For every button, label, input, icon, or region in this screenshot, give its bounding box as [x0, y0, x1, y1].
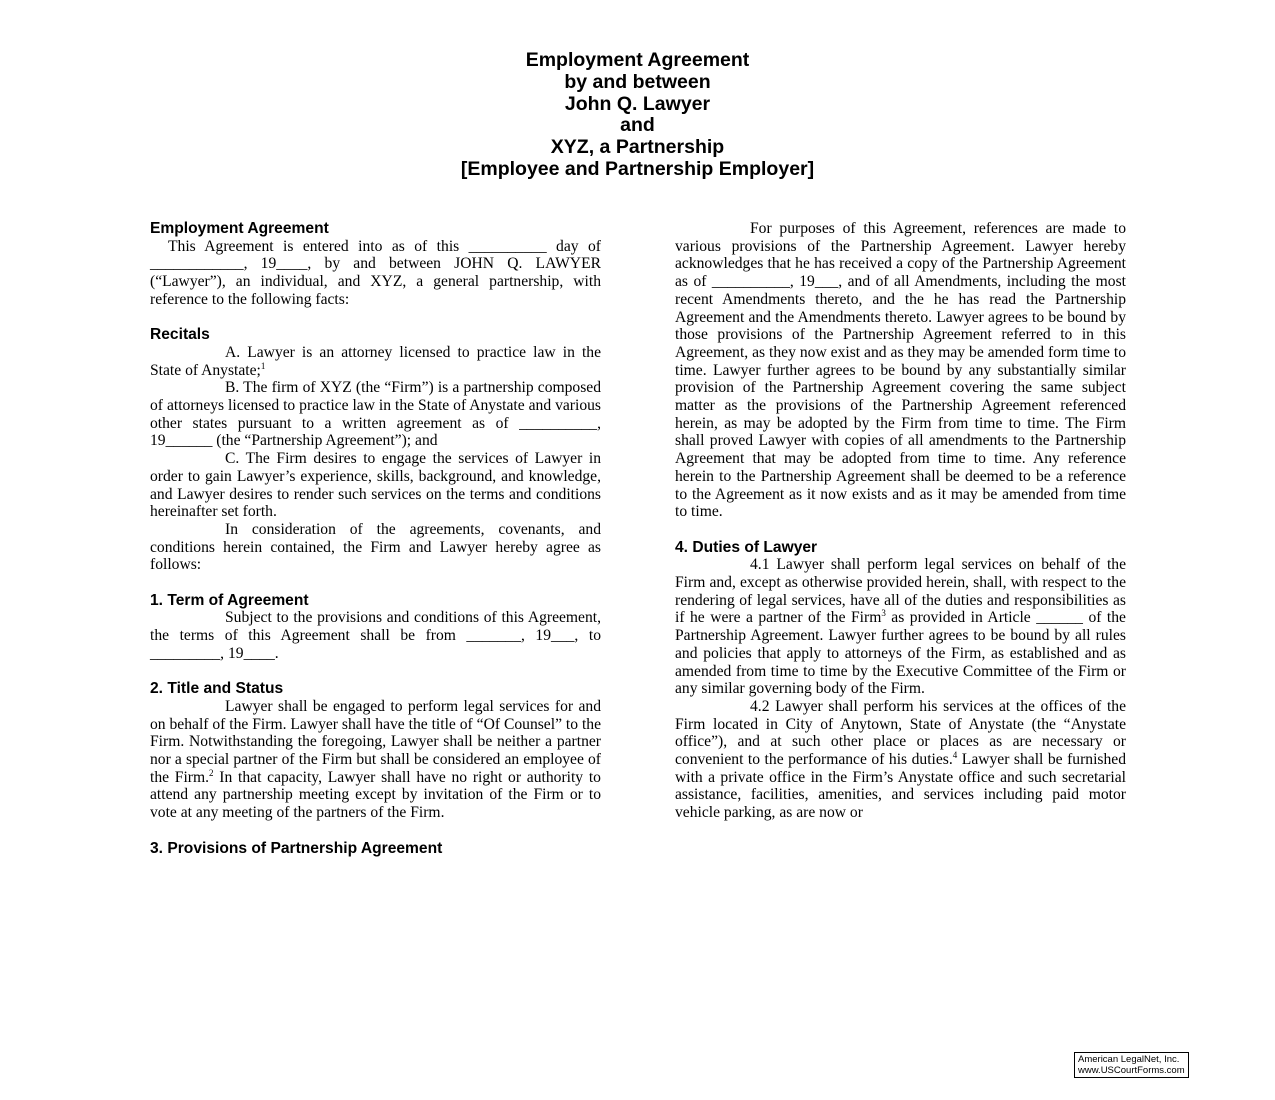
publisher-url[interactable]: www.USCourtForms.com: [1078, 1065, 1185, 1076]
footnote-ref[interactable]: 3: [881, 608, 886, 619]
footnote-ref[interactable]: 4: [952, 750, 958, 761]
title-line: John Q. Lawyer: [564, 92, 711, 115]
section-2-text: Lawyer shall be engaged to perform legal services for and on behalf of the Firm. Lawyer shall have the title of “Of Counsel” to the Firm. Notwithstanding the foregoing, Lawyer shall be neither a partner nor a special partner of the Firm but shall be considered an employee of the Firm.$^2$ In that capacity, Lawyer shall have no right or authority to attend any partnership meeting except by invitation of the Firm or to vote at any meeting of the partners of the Firm.: [150, 697, 601, 822]
document-title: [0, 50, 1275, 181]
section-1-heading: 1. Term of Agreement: [150, 591, 309, 609]
title-line: Employment Agreement: [525, 49, 750, 71]
recitals-heading: Recitals: [150, 326, 210, 344]
publisher-name: American LegalNet, Inc.: [1078, 1054, 1180, 1065]
section-3-text: For purposes of this Agreement, references are made to various provisions of the Partnership Agreement. Lawyer hereby acknowledges that he has received a copy of the Partnership Agreement as of __________, 19___, and of all Amendments, including the most recent Amendments thereto, and the he has read the Partnership Agreement and the Amendments thereto. Lawyer agrees to be bound by those provisions of the Partnership Agreement referred to in this Agreement, as they now exist and as they may be amended form time to time. Lawyer further agrees to be bound by any substantially similar provision of the Partnership Agreement covering the same subject matter as the provisions of the Partnership Agreement referenced herein, as may be adopted by the Firm from time to time. The Firm shall proved Lawyer with copies of all amendments to the Partnership Agreement that may be adopted from time to time. Any reference herein to the Partnership Agreement shall be deemed to be a reference to the Agreement as it now exists and as it may be amended from time to time.: [675, 220, 1126, 521]
section-4-1-text: 4.1 Lawyer shall perform legal services on behalf of the Firm and, except as otherwise provided herein, shall, with respect to the rendering of legal services, have all of the duties and responsibilities as if he were a partner of the Firm$^3$ as provided in Article ______ of the Partnership Agreement. Lawyer further agrees to be bound by all rules and policies that apply to attorneys of the Firm, as established and as amended from time to time by the Executive Committee of the Firm or any similar governing body of the Firm.: [675, 556, 1126, 698]
recital-b: B. The firm of XYZ (the “Firm”) is a partnership composed of attorneys licensed to practice law in the State of Anystate and various other states pursuant to a written agreement as of __________, 19______ (the “Partnership Agreement”); and: [150, 379, 601, 450]
publisher-stamp: [1074, 1052, 1189, 1078]
footnote-ref[interactable]: 2: [209, 767, 214, 778]
section-4-2-text: 4.2 Lawyer shall perform his services at the offices of the Firm located in City of Anytown, State of Anystate (the “Anystate office”), and at such other place or places as are necessary or convenient to the performance of his duties.$^4$ Lawyer shall be furnished with a private office in the Firm’s Anystate office and such secretarial assistance, facilities, amenities, and services including paid motor vehicle parking, as are now or: [675, 697, 1127, 822]
section-1-text: Subject to the provisions and conditions of this Agreement, the terms of this Agreement shall be from _______, 19___, to _________, 19____.: [150, 609, 601, 662]
right-column: [675, 220, 1126, 822]
consideration-paragraph: In consideration of the agreements, covenants, and conditions herein contained, the Firm and Lawyer hereby agree as follows:: [150, 520, 601, 574]
section-3-heading: 3. Provisions of Partnership Agreement: [150, 839, 443, 857]
footnote-ref[interactable]: 1: [260, 360, 266, 371]
title-line: and: [620, 114, 655, 137]
intro-heading: Employment Agreement: [150, 220, 329, 237]
section-4-heading: 4. Duties of Lawyer: [675, 538, 818, 556]
title-line: XYZ, a Partnership: [550, 136, 725, 159]
title-line: by and between: [564, 70, 711, 93]
title-line: [Employee and Partnership Employer]: [460, 157, 815, 180]
left-column: [150, 220, 601, 857]
intro-paragraph: This Agreement is entered into as of this __________ day of ____________, 19____, by and between JOHN Q. LAWYER (“Lawyer”), an individual, and XYZ, a general partnership, with reference to the following facts:: [150, 237, 601, 308]
recital-a: A. Lawyer is an attorney licensed to practice law in the State of Anystate;$^1$: [150, 343, 601, 379]
recital-c: C. The Firm desires to engage the services of Lawyer in order to gain Lawyer’s experience, skills, background, and knowledge, and Lawyer desires to render such services on the terms and conditions hereinafter set forth.: [150, 450, 601, 521]
section-2-heading: 2. Title and Status: [150, 680, 284, 698]
